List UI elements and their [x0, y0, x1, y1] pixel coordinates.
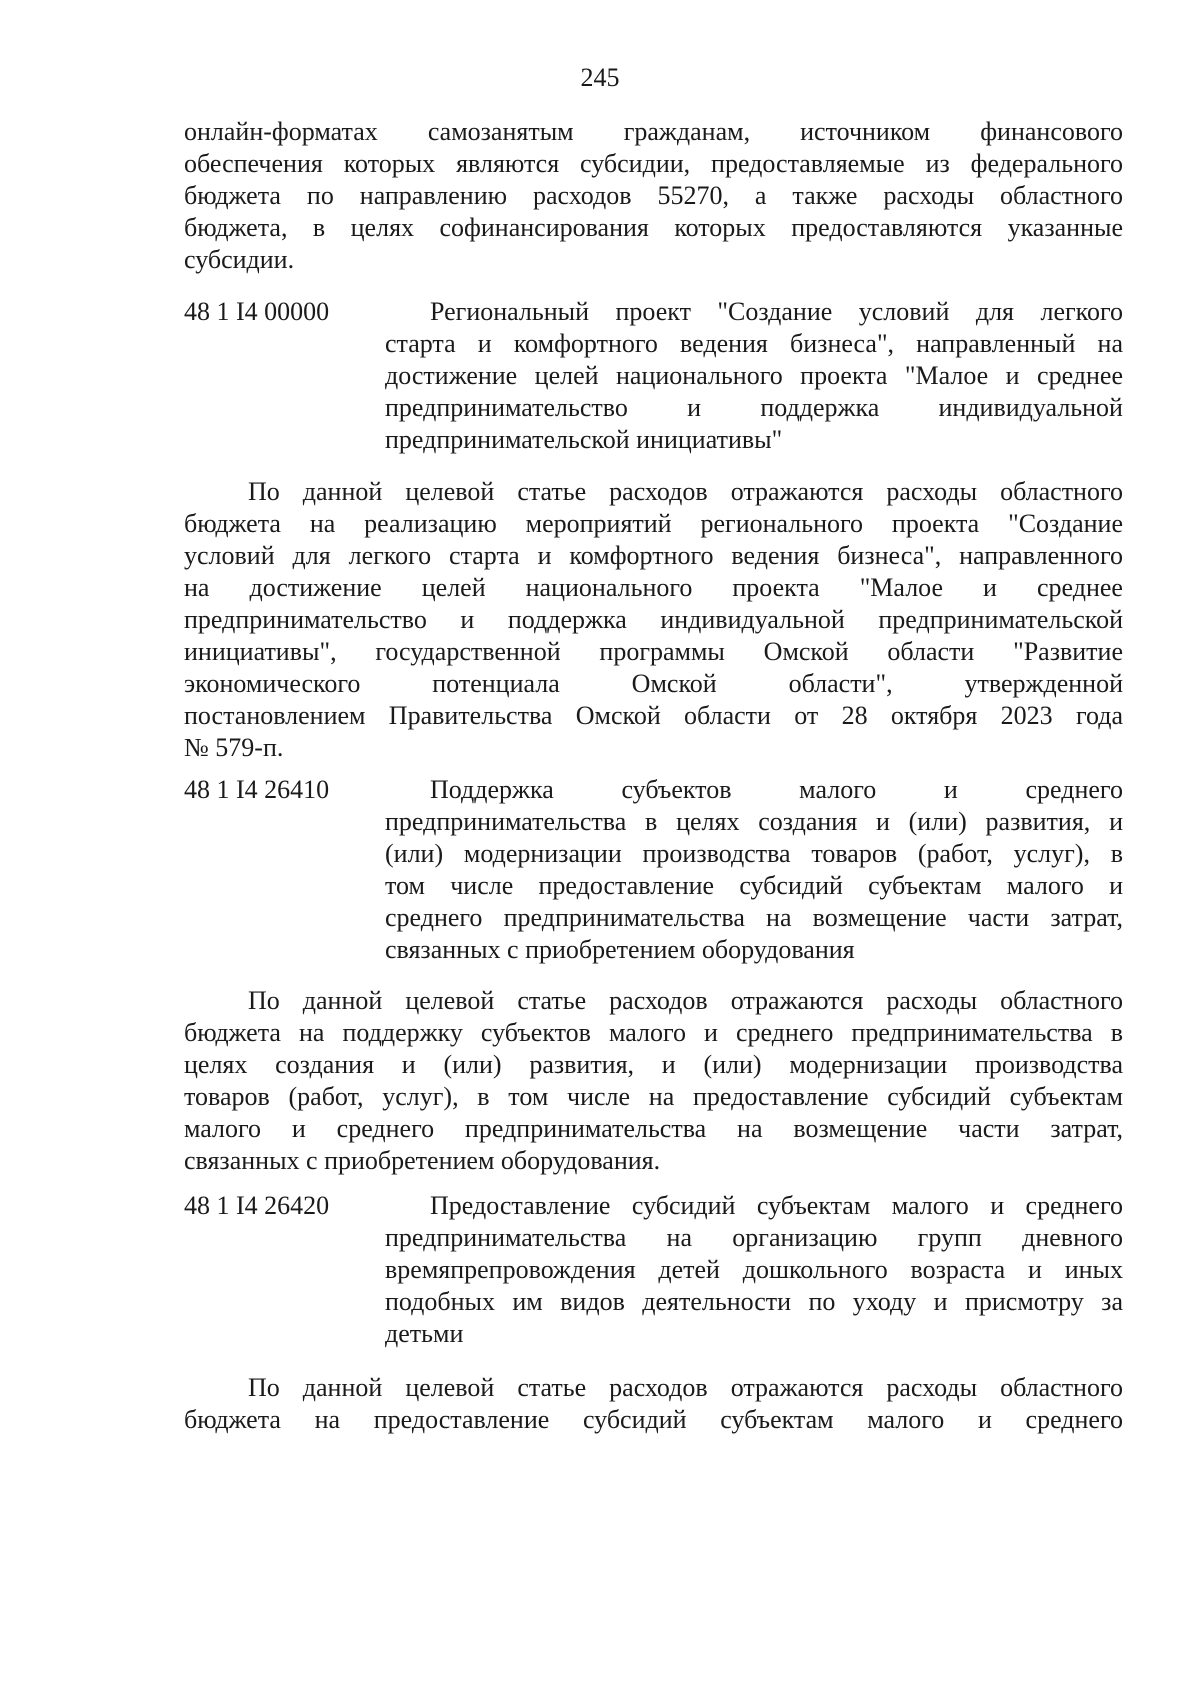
text-line	[184, 180, 1123, 212]
text-segment: предпринимательства	[385, 1223, 627, 1252]
text-segment: на	[184, 573, 210, 602]
text-segment: утвержденной	[964, 669, 1123, 698]
text-segment: детьми	[385, 1319, 464, 1348]
text-segment: самозанятым	[427, 117, 574, 146]
text-segment: предпринимательство	[385, 393, 628, 422]
text-line	[385, 806, 1123, 838]
text-segment: среднего предпринимательства на возмещение части затрат,	[385, 903, 1123, 932]
text-segment: и	[687, 393, 702, 422]
text-segment: подобных им видов деятельности по уходу и присмотру за	[385, 1287, 1123, 1316]
budget-code-description	[385, 1190, 1123, 1350]
text-segment: предпринимательство и поддержка индивидуальной предпринимательской	[184, 605, 1123, 634]
text-line	[184, 1372, 1123, 1404]
text-line	[385, 774, 1123, 806]
text-segment: финансового	[980, 117, 1123, 146]
text-segment: связанных с приобретением оборудования	[385, 935, 855, 964]
text-segment: Поддержка	[430, 775, 554, 804]
text-segment: Региональный проект "Создание условий для легкого	[430, 297, 1123, 326]
text-segment: источником	[800, 117, 931, 146]
text-segment: Омской	[631, 669, 717, 698]
text-line	[184, 476, 1123, 508]
text-segment: бюджета по направлению расходов 55270, а также расходы областного	[184, 181, 1123, 210]
text-segment: малого	[799, 775, 877, 804]
text-segment: постановлением Правительства Омской области от 28 октября 2023 года	[184, 701, 1123, 730]
text-segment: и	[943, 775, 958, 804]
text-segment: поддержка	[760, 393, 880, 422]
text-segment: проекта	[732, 573, 820, 602]
text-line	[385, 328, 1123, 360]
text-segment: бюджета на поддержку субъектов малого и среднего предпринимательства в	[184, 1018, 1123, 1047]
text-line	[385, 296, 1123, 328]
text-segment: гражданам,	[623, 117, 751, 146]
text-segment: субсидии.	[184, 245, 295, 274]
text-line	[184, 148, 1123, 180]
explanation-paragraph-1	[184, 476, 1123, 764]
text-segment: малого	[867, 1405, 945, 1434]
text-line	[184, 508, 1123, 540]
text-segment: среднего	[1025, 775, 1123, 804]
text-line	[184, 1049, 1123, 1081]
text-segment: предпринимательской инициативы"	[385, 425, 783, 454]
text-segment: целях создания и (или) развития, и (или) модернизации производства	[184, 1050, 1123, 1079]
text-line	[385, 360, 1123, 392]
text-segment: на	[314, 1405, 341, 1434]
text-line	[385, 1318, 1123, 1350]
text-segment: и	[983, 573, 997, 602]
text-line	[184, 244, 1123, 276]
text-segment: По данной целевой статье расходов отражаются расходы областного	[248, 1373, 1123, 1402]
intro-paragraph	[184, 116, 1123, 276]
text-line	[184, 732, 1123, 764]
text-segment: потенциала	[432, 669, 560, 698]
text-line	[385, 902, 1123, 934]
text-line	[184, 1145, 1123, 1177]
text-line	[385, 934, 1123, 966]
text-segment: товаров (работ, услуг), в том числе на предоставление субсидий субъектам	[184, 1082, 1123, 1111]
budget-code: 48 1 I4 00000	[184, 297, 330, 326]
budget-code: 48 1 I4 26410	[184, 775, 330, 804]
text-segment: бюджета, в целях софинансирования которых предоставляются указанные	[184, 213, 1123, 242]
explanation-paragraph-3	[184, 1372, 1123, 1436]
text-line	[184, 604, 1123, 636]
text-line	[385, 870, 1123, 902]
text-line	[184, 1404, 1123, 1436]
text-line	[385, 1254, 1123, 1286]
text-line	[184, 1081, 1123, 1113]
text-line	[385, 838, 1123, 870]
text-segment: малого и среднего предпринимательства на возмещение части затрат,	[184, 1114, 1123, 1143]
text-line	[184, 1017, 1123, 1049]
text-segment: достижение целей национального проекта "Малое и среднее	[385, 361, 1123, 390]
text-segment: субсидий	[582, 1405, 687, 1434]
text-segment: бюджета на реализацию мероприятий регионального проекта "Создание	[184, 509, 1123, 538]
page-number: 245	[580, 63, 620, 92]
text-line	[184, 116, 1123, 148]
text-line	[385, 1222, 1123, 1254]
text-segment: обеспечения которых являются субсидии, предоставляемые из федерального	[184, 149, 1123, 178]
text-segment: среднего	[1025, 1405, 1123, 1434]
text-line	[385, 392, 1123, 424]
text-segment: субъектам	[720, 1405, 834, 1434]
text-segment: бюджета	[184, 1405, 281, 1434]
text-segment: условий для легкого старта и комфортного ведения бизнеса", направленного	[184, 541, 1123, 570]
text-segment: целей	[421, 573, 486, 602]
text-segment: среднее	[1036, 573, 1123, 602]
text-segment: и	[977, 1405, 992, 1434]
text-segment: организацию	[732, 1223, 878, 1252]
text-line	[385, 424, 1123, 456]
text-segment: инициативы", государственной программы Омской области "Развитие	[184, 637, 1123, 666]
text-segment: старта и комфортного ведения бизнеса", направленный на	[385, 329, 1123, 358]
text-segment: предоставление	[373, 1405, 550, 1434]
text-segment: По данной целевой статье расходов отражаются расходы областного	[248, 477, 1123, 506]
budget-code-description	[385, 774, 1123, 966]
text-segment: связанных с приобретением оборудования.	[184, 1146, 661, 1175]
text-line	[184, 636, 1123, 668]
text-segment: № 579-п.	[184, 733, 284, 762]
text-line	[184, 572, 1123, 604]
explanation-paragraph-2	[184, 985, 1123, 1177]
text-segment: Предоставление субсидий субъектам малого и среднего	[430, 1191, 1123, 1220]
text-line	[184, 212, 1123, 244]
text-line	[184, 700, 1123, 732]
text-segment: "Малое	[859, 573, 944, 602]
text-segment: достижение	[249, 573, 382, 602]
text-segment: индивидуальной	[938, 393, 1123, 422]
text-segment: групп	[917, 1223, 982, 1252]
text-line	[184, 985, 1123, 1017]
text-segment: национального	[525, 573, 693, 602]
text-line	[385, 1286, 1123, 1318]
text-segment: онлайн-форматах	[184, 117, 378, 146]
text-segment: субъектов	[621, 775, 732, 804]
budget-code-description	[385, 296, 1123, 456]
text-segment: По данной целевой статье расходов отражаются расходы областного	[248, 986, 1123, 1015]
text-segment: предпринимательства в целях создания и (или) развития, и	[385, 807, 1123, 836]
text-segment: (или) модернизации производства товаров (работ, услуг), в	[385, 839, 1123, 868]
text-segment: экономического	[184, 669, 361, 698]
text-line	[385, 1190, 1123, 1222]
text-segment: том числе предоставление субсидий субъектам малого и	[385, 871, 1123, 900]
budget-code: 48 1 I4 26420	[184, 1191, 330, 1220]
text-segment: дневного	[1022, 1223, 1123, 1252]
text-segment: области",	[788, 669, 893, 698]
text-line	[184, 540, 1123, 572]
text-line	[184, 1113, 1123, 1145]
text-segment: времяпрепровождения детей дошкольного возраста и иных	[385, 1255, 1123, 1284]
text-segment: на	[666, 1223, 692, 1252]
text-line	[184, 668, 1123, 700]
